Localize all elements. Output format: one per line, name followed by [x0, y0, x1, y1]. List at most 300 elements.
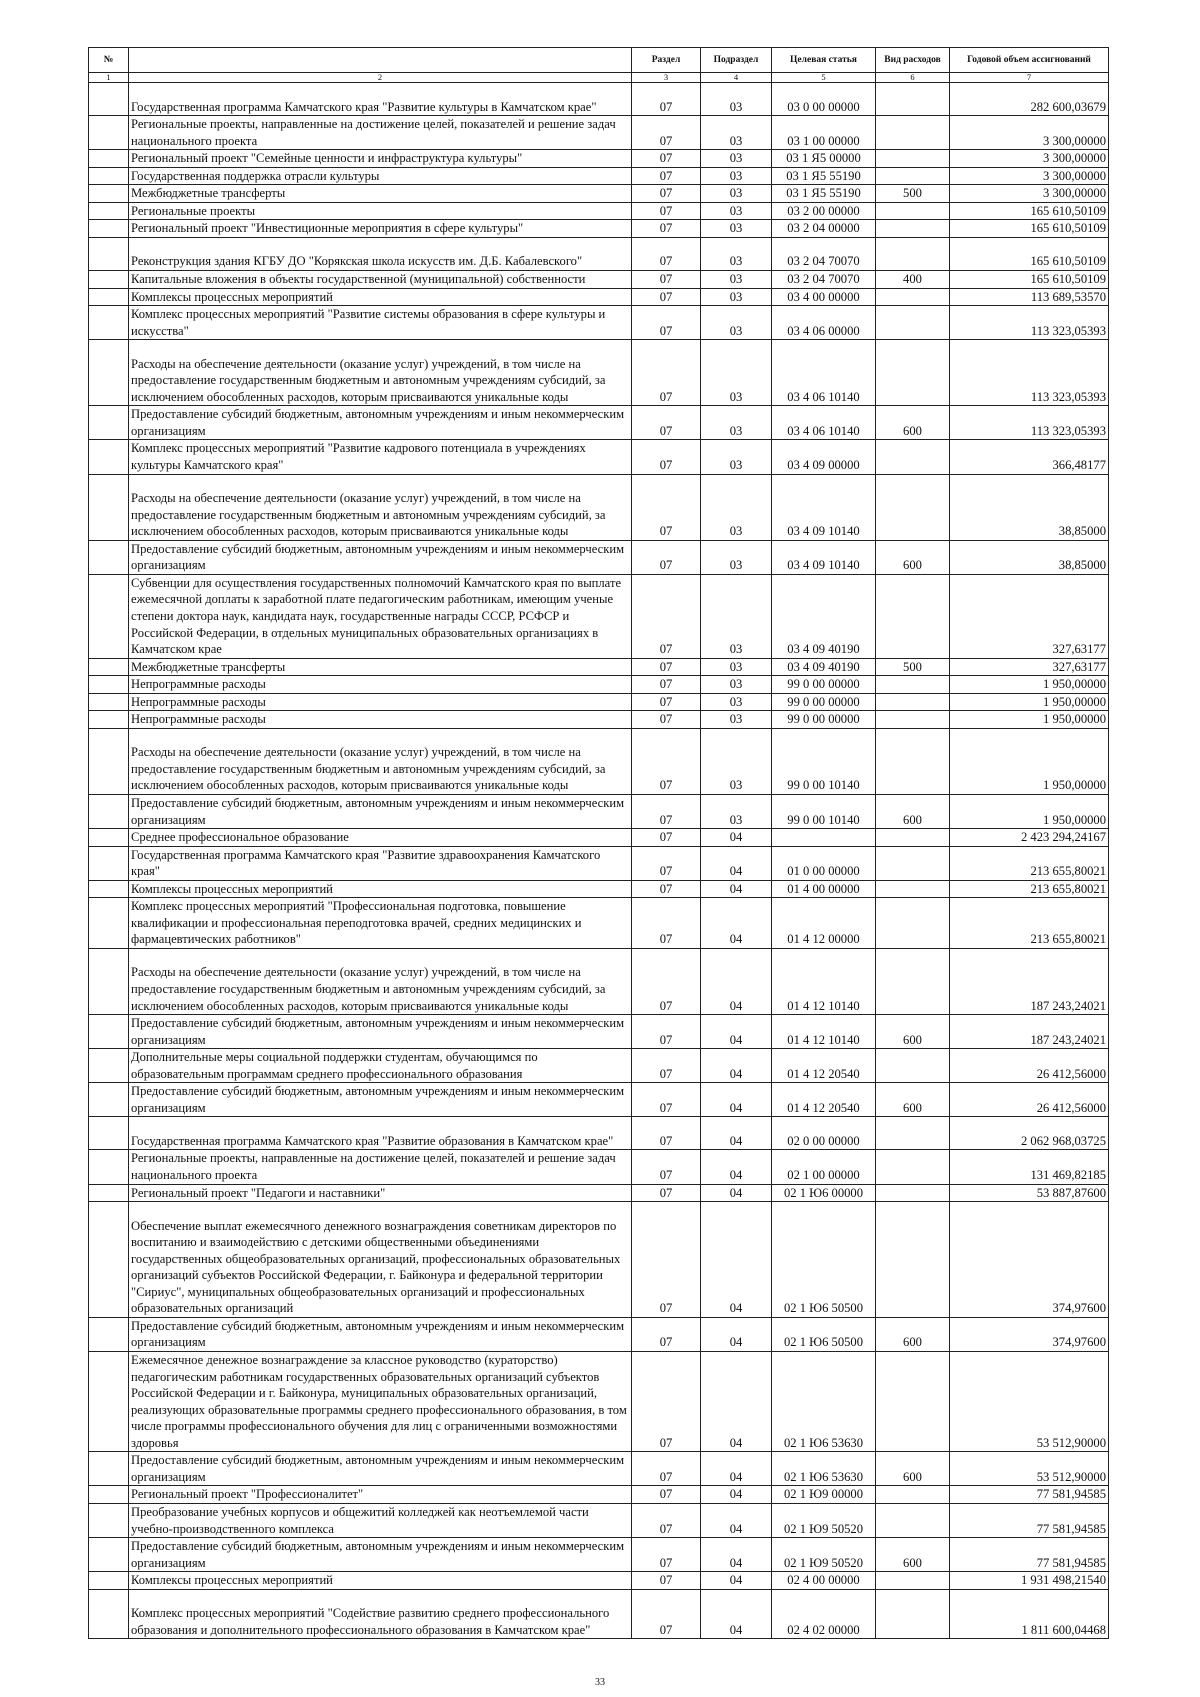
row-razdel-cell: 07 — [632, 237, 701, 270]
row-podrazdel-cell: 04 — [701, 1317, 772, 1351]
row-statya-cell: 03 1 Я5 00000 — [772, 150, 876, 168]
column-number: 7 — [950, 73, 1109, 83]
row-vid-cell — [876, 898, 950, 949]
row-vid-cell — [876, 440, 950, 474]
row-razdel-cell: 07 — [632, 474, 701, 540]
row-razdel-cell: 07 — [632, 1317, 701, 1351]
row-statya-cell: 01 4 12 10140 — [772, 1015, 876, 1049]
row-podrazdel-cell: 04 — [701, 1452, 772, 1486]
row-amount-cell: 1 931 498,21540 — [950, 1572, 1109, 1590]
row-number-cell — [89, 1184, 129, 1202]
row-name-cell: Предоставление субсидий бюджетным, автономным учреждениям и иным некоммерческим организациям — [129, 1083, 632, 1117]
row-vid-cell — [876, 202, 950, 220]
row-name-cell: Предоставление субсидий бюджетным, автономным учреждениям и иным некоммерческим организациям — [129, 540, 632, 574]
row-name-cell: Комплексы процессных мероприятий — [129, 1572, 632, 1590]
row-vid-cell — [876, 1572, 950, 1590]
row-number-cell — [89, 574, 129, 658]
row-number-cell — [89, 116, 129, 150]
row-razdel-cell: 07 — [632, 846, 701, 880]
row-name-cell: Государственная программа Камчатского края "Развитие образования в Камчатском крае" — [129, 1117, 632, 1150]
row-name-cell: Ежемесячное денежное вознаграждение за классное руководство (кураторство) педагогическим работникам государственных образовательных организаций субъектов Российской Федерации и г. Байконура, муниципальных образовательных организаций, реализующих образовательные программы среднего профессионального образования, в том числе программы профессионального обучения для лиц с ограниченными возможностями здоровья — [129, 1352, 632, 1452]
row-podrazdel-cell: 03 — [701, 83, 772, 116]
row-amount-cell: 26 412,56000 — [950, 1083, 1109, 1117]
row-statya-cell: 02 1 Ю6 00000 — [772, 1184, 876, 1202]
row-number-cell — [89, 1503, 129, 1537]
row-statya-cell: 02 1 Ю6 50500 — [772, 1202, 876, 1318]
row-podrazdel-cell: 04 — [701, 1117, 772, 1150]
row-amount-cell: 3 300,00000 — [950, 185, 1109, 203]
row-number-cell — [89, 271, 129, 289]
row-podrazdel-cell: 03 — [701, 406, 772, 440]
row-name-cell: Расходы на обеспечение деятельности (оказание услуг) учреждений, в том числе на предоставление государственным бюджетным и автономным учреждениям субсидий, за исключением обособленных расходов, которым присваиваются уникальные коды — [129, 728, 632, 794]
row-number-cell — [89, 150, 129, 168]
row-vid-cell — [876, 948, 950, 1014]
row-name-cell: Межбюджетные трансферты — [129, 658, 632, 676]
row-amount-cell: 77 581,94585 — [950, 1538, 1109, 1572]
row-statya-cell: 03 0 00 00000 — [772, 83, 876, 116]
row-podrazdel-cell: 03 — [701, 202, 772, 220]
row-razdel-cell: 07 — [632, 880, 701, 898]
table-row — [89, 898, 1109, 949]
row-number-cell — [89, 440, 129, 474]
table-row — [89, 167, 1109, 185]
row-podrazdel-cell: 04 — [701, 1202, 772, 1318]
row-podrazdel-cell: 04 — [701, 1572, 772, 1590]
row-amount-cell: 213 655,80021 — [950, 898, 1109, 949]
row-vid-cell — [876, 880, 950, 898]
row-podrazdel-cell: 04 — [701, 1538, 772, 1572]
row-number-cell — [89, 1538, 129, 1572]
row-number-cell — [89, 340, 129, 406]
row-amount-cell: 113 323,05393 — [950, 306, 1109, 340]
row-vid-cell — [876, 1352, 950, 1452]
row-number-cell — [89, 846, 129, 880]
row-razdel-cell: 07 — [632, 1150, 701, 1184]
row-vid-cell — [876, 474, 950, 540]
header-row — [89, 48, 1109, 73]
row-razdel-cell: 07 — [632, 948, 701, 1014]
row-number-cell — [89, 880, 129, 898]
header-podrazdel: Подраздел — [701, 48, 772, 73]
row-name-cell: Непрограммные расходы — [129, 676, 632, 694]
row-amount-cell: 38,85000 — [950, 474, 1109, 540]
row-razdel-cell: 07 — [632, 83, 701, 116]
row-podrazdel-cell: 04 — [701, 1589, 772, 1639]
row-razdel-cell: 07 — [632, 440, 701, 474]
row-razdel-cell: 07 — [632, 1452, 701, 1486]
row-vid-cell — [876, 150, 950, 168]
row-vid-cell: 600 — [876, 406, 950, 440]
table-row — [89, 540, 1109, 574]
row-statya-cell: 03 4 06 10140 — [772, 340, 876, 406]
row-name-cell: Предоставление субсидий бюджетным, автономным учреждениям и иным некоммерческим организациям — [129, 1538, 632, 1572]
column-number: 1 — [89, 73, 129, 83]
row-vid-cell — [876, 676, 950, 694]
row-vid-cell: 600 — [876, 1083, 950, 1117]
row-number-cell — [89, 202, 129, 220]
row-statya-cell: 02 4 00 00000 — [772, 1572, 876, 1590]
row-number-cell — [89, 711, 129, 729]
row-amount-cell: 131 469,82185 — [950, 1150, 1109, 1184]
row-podrazdel-cell: 03 — [701, 340, 772, 406]
table-row — [89, 83, 1109, 116]
row-statya-cell: 03 2 04 70070 — [772, 271, 876, 289]
row-statya-cell: 01 4 12 20540 — [772, 1083, 876, 1117]
row-statya-cell: 03 4 06 00000 — [772, 306, 876, 340]
table-row — [89, 1452, 1109, 1486]
row-podrazdel-cell: 04 — [701, 948, 772, 1014]
row-name-cell: Комплекс процессных мероприятий "Содействие развитию среднего профессионального образования и дополнительного профессионального образования в Камчатском крае" — [129, 1589, 632, 1639]
row-vid-cell — [876, 1589, 950, 1639]
row-number-cell — [89, 1572, 129, 1590]
row-amount-cell: 53 512,90000 — [950, 1452, 1109, 1486]
row-vid-cell: 600 — [876, 1538, 950, 1572]
row-vid-cell — [876, 1150, 950, 1184]
table-row — [89, 574, 1109, 658]
row-podrazdel-cell: 03 — [701, 794, 772, 828]
row-podrazdel-cell: 04 — [701, 898, 772, 949]
column-number: 5 — [772, 73, 876, 83]
row-amount-cell: 327,63177 — [950, 658, 1109, 676]
row-razdel-cell: 07 — [632, 1589, 701, 1639]
row-podrazdel-cell: 03 — [701, 185, 772, 203]
row-name-cell: Комплекс процессных мероприятий "Развитие системы образования в сфере культуры и искусства" — [129, 306, 632, 340]
row-razdel-cell: 07 — [632, 1538, 701, 1572]
row-name-cell: Комплекс процессных мероприятий "Профессиональная подготовка, повышение квалификации и профессиональная переподготовка врачей, средних медицинских и фармацевтических работников" — [129, 898, 632, 949]
row-podrazdel-cell: 04 — [701, 1083, 772, 1117]
row-vid-cell — [876, 574, 950, 658]
header-amount: Годовой объем ассигнований — [950, 48, 1109, 73]
row-amount-cell: 1 950,00000 — [950, 711, 1109, 729]
row-amount-cell: 213 655,80021 — [950, 880, 1109, 898]
table-row — [89, 693, 1109, 711]
row-statya-cell: 03 2 04 70070 — [772, 237, 876, 270]
row-amount-cell: 187 243,24021 — [950, 1015, 1109, 1049]
header-number: № — [89, 48, 129, 73]
row-name-cell: Среднее профессиональное образование — [129, 829, 632, 847]
header-statya: Целевая статья — [772, 48, 876, 73]
row-vid-cell — [876, 340, 950, 406]
row-statya-cell: 02 1 Ю6 53630 — [772, 1452, 876, 1486]
row-amount-cell: 3 300,00000 — [950, 150, 1109, 168]
table-row — [89, 728, 1109, 794]
row-podrazdel-cell: 04 — [701, 1503, 772, 1537]
row-statya-cell: 02 1 Ю6 50500 — [772, 1317, 876, 1351]
row-vid-cell — [876, 83, 950, 116]
table-row — [89, 1352, 1109, 1452]
row-razdel-cell: 07 — [632, 1572, 701, 1590]
row-razdel-cell: 07 — [632, 658, 701, 676]
row-vid-cell — [876, 846, 950, 880]
row-podrazdel-cell: 03 — [701, 237, 772, 270]
table-row — [89, 185, 1109, 203]
row-amount-cell: 77 581,94585 — [950, 1503, 1109, 1537]
table-row — [89, 1184, 1109, 1202]
row-razdel-cell: 07 — [632, 288, 701, 306]
row-name-cell: Непрограммные расходы — [129, 693, 632, 711]
row-number-cell — [89, 1352, 129, 1452]
row-statya-cell: 03 4 06 10140 — [772, 406, 876, 440]
row-razdel-cell: 07 — [632, 693, 701, 711]
row-statya-cell: 99 0 00 00000 — [772, 676, 876, 694]
row-razdel-cell: 07 — [632, 1503, 701, 1537]
row-statya-cell: 03 2 04 00000 — [772, 220, 876, 238]
row-vid-cell — [876, 1202, 950, 1318]
row-podrazdel-cell: 03 — [701, 220, 772, 238]
row-podrazdel-cell: 04 — [701, 1486, 772, 1504]
row-number-cell — [89, 220, 129, 238]
row-amount-cell: 2 423 294,24167 — [950, 829, 1109, 847]
table-row — [89, 676, 1109, 694]
row-vid-cell: 400 — [876, 271, 950, 289]
row-vid-cell — [876, 288, 950, 306]
table-row — [89, 1015, 1109, 1049]
row-razdel-cell: 07 — [632, 167, 701, 185]
row-number-cell — [89, 185, 129, 203]
table-row — [89, 1317, 1109, 1351]
row-vid-cell: 600 — [876, 1317, 950, 1351]
row-vid-cell: 600 — [876, 1015, 950, 1049]
row-name-cell: Региональный проект "Инвестиционные мероприятия в сфере культуры" — [129, 220, 632, 238]
row-vid-cell — [876, 1117, 950, 1150]
row-name-cell: Комплексы процессных мероприятий — [129, 880, 632, 898]
row-amount-cell: 113 689,53570 — [950, 288, 1109, 306]
row-name-cell: Региональный проект "Семейные ценности и инфраструктура культуры" — [129, 150, 632, 168]
row-number-cell — [89, 829, 129, 847]
row-name-cell: Комплексы процессных мероприятий — [129, 288, 632, 306]
row-statya-cell: 99 0 00 10140 — [772, 728, 876, 794]
row-number-cell — [89, 1589, 129, 1639]
table-row — [89, 1538, 1109, 1572]
row-amount-cell: 113 323,05393 — [950, 340, 1109, 406]
table-row — [89, 1486, 1109, 1504]
row-podrazdel-cell: 03 — [701, 440, 772, 474]
row-razdel-cell: 07 — [632, 1202, 701, 1318]
row-number-cell — [89, 676, 129, 694]
table-row — [89, 1117, 1109, 1150]
row-podrazdel-cell: 03 — [701, 693, 772, 711]
row-vid-cell — [876, 220, 950, 238]
row-podrazdel-cell: 03 — [701, 271, 772, 289]
row-name-cell: Предоставление субсидий бюджетным, автономным учреждениям и иным некоммерческим организациям — [129, 1317, 632, 1351]
row-name-cell: Предоставление субсидий бюджетным, автономным учреждениям и иным некоммерческим организациям — [129, 794, 632, 828]
row-podrazdel-cell: 04 — [701, 846, 772, 880]
row-name-cell: Предоставление субсидий бюджетным, автономным учреждениям и иным некоммерческим организациям — [129, 1015, 632, 1049]
row-amount-cell: 2 062 968,03725 — [950, 1117, 1109, 1150]
row-amount-cell: 1 811 600,04468 — [950, 1589, 1109, 1639]
row-razdel-cell: 07 — [632, 540, 701, 574]
table-row — [89, 288, 1109, 306]
page-number: 33 — [595, 1677, 605, 1688]
table-row — [89, 271, 1109, 289]
row-number-cell — [89, 237, 129, 270]
row-razdel-cell: 07 — [632, 728, 701, 794]
row-number-cell — [89, 948, 129, 1014]
table-row — [89, 1083, 1109, 1117]
row-name-cell: Региональные проекты — [129, 202, 632, 220]
row-name-cell: Расходы на обеспечение деятельности (оказание услуг) учреждений, в том числе на предоставление государственным бюджетным и автономным учреждениям субсидий, за исключением обособленных расходов, которым присваиваются уникальные коды — [129, 474, 632, 540]
row-vid-cell — [876, 1049, 950, 1083]
column-number-row — [89, 73, 1109, 83]
row-razdel-cell: 07 — [632, 1184, 701, 1202]
row-podrazdel-cell: 04 — [701, 1150, 772, 1184]
table-row — [89, 948, 1109, 1014]
row-razdel-cell: 07 — [632, 202, 701, 220]
table-row — [89, 880, 1109, 898]
row-statya-cell: 03 1 Я5 55190 — [772, 185, 876, 203]
row-statya-cell — [772, 829, 876, 847]
row-name-cell: Предоставление субсидий бюджетным, автономным учреждениям и иным некоммерческим организациям — [129, 406, 632, 440]
row-number-cell — [89, 1083, 129, 1117]
row-razdel-cell: 07 — [632, 898, 701, 949]
table-row — [89, 1049, 1109, 1083]
row-vid-cell — [876, 167, 950, 185]
row-podrazdel-cell: 03 — [701, 167, 772, 185]
row-name-cell: Преобразование учебных корпусов и общежитий колледжей как неотъемлемой части учебно-производственного комплекса — [129, 1503, 632, 1537]
row-number-cell — [89, 288, 129, 306]
row-statya-cell: 03 1 00 00000 — [772, 116, 876, 150]
row-razdel-cell: 07 — [632, 340, 701, 406]
row-amount-cell: 1 950,00000 — [950, 794, 1109, 828]
row-amount-cell: 53 512,90000 — [950, 1352, 1109, 1452]
row-number-cell — [89, 167, 129, 185]
row-podrazdel-cell: 03 — [701, 540, 772, 574]
table-row — [89, 306, 1109, 340]
row-name-cell: Региональный проект "Профессионалитет" — [129, 1486, 632, 1504]
row-number-cell — [89, 540, 129, 574]
table-row — [89, 406, 1109, 440]
row-amount-cell: 213 655,80021 — [950, 846, 1109, 880]
row-vid-cell: 500 — [876, 185, 950, 203]
row-name-cell: Дополнительные меры социальной поддержки студентам, обучающимся по образовательным программам среднего профессионального образования — [129, 1049, 632, 1083]
row-statya-cell: 03 4 09 10140 — [772, 540, 876, 574]
row-podrazdel-cell: 04 — [701, 1049, 772, 1083]
row-number-cell — [89, 693, 129, 711]
row-name-cell: Субвенции для осуществления государственных полномочий Камчатского края по выплате ежемесячной доплаты к заработной плате педагогическим работникам, имеющим ученые степени доктора наук, кандидата наук, государственные награды СССР, РСФСР и Российской Федерации, в отдельных муниципальных образовательных организациях в Камчатском крае — [129, 574, 632, 658]
table-row — [89, 237, 1109, 270]
row-amount-cell: 38,85000 — [950, 540, 1109, 574]
row-amount-cell: 374,97600 — [950, 1317, 1109, 1351]
table-row — [89, 1589, 1109, 1639]
row-amount-cell: 113 323,05393 — [950, 406, 1109, 440]
row-statya-cell: 03 2 00 00000 — [772, 202, 876, 220]
row-podrazdel-cell: 03 — [701, 574, 772, 658]
row-number-cell — [89, 1049, 129, 1083]
row-statya-cell: 02 1 Ю9 50520 — [772, 1538, 876, 1572]
table-row — [89, 1503, 1109, 1537]
row-razdel-cell: 07 — [632, 306, 701, 340]
row-podrazdel-cell: 03 — [701, 658, 772, 676]
row-amount-cell: 366,48177 — [950, 440, 1109, 474]
row-name-cell: Государственная программа Камчатского края "Развитие здравоохранения Камчатского края" — [129, 846, 632, 880]
row-vid-cell — [876, 693, 950, 711]
table-row — [89, 794, 1109, 828]
row-razdel-cell: 07 — [632, 1486, 701, 1504]
row-vid-cell — [876, 1503, 950, 1537]
row-podrazdel-cell: 04 — [701, 1184, 772, 1202]
row-podrazdel-cell: 03 — [701, 711, 772, 729]
row-number-cell — [89, 1117, 129, 1150]
table-row — [89, 150, 1109, 168]
row-number-cell — [89, 1150, 129, 1184]
row-number-cell — [89, 728, 129, 794]
column-number: 3 — [632, 73, 701, 83]
row-name-cell: Региональные проекты, направленные на достижение целей, показателей и решение задач национального проекта — [129, 116, 632, 150]
row-razdel-cell: 07 — [632, 271, 701, 289]
row-amount-cell: 165 610,50109 — [950, 202, 1109, 220]
row-name-cell: Капитальные вложения в объекты государственной (муниципальной) собственности — [129, 271, 632, 289]
row-number-cell — [89, 1317, 129, 1351]
row-podrazdel-cell: 03 — [701, 116, 772, 150]
row-name-cell: Региональный проект "Педагоги и наставники" — [129, 1184, 632, 1202]
row-amount-cell: 3 300,00000 — [950, 167, 1109, 185]
row-statya-cell: 99 0 00 00000 — [772, 693, 876, 711]
row-razdel-cell: 07 — [632, 1083, 701, 1117]
row-amount-cell: 374,97600 — [950, 1202, 1109, 1318]
row-vid-cell — [876, 306, 950, 340]
row-vid-cell — [876, 116, 950, 150]
row-number-cell — [89, 306, 129, 340]
row-statya-cell: 01 4 12 10140 — [772, 948, 876, 1014]
row-amount-cell: 327,63177 — [950, 574, 1109, 658]
row-razdel-cell: 07 — [632, 574, 701, 658]
table-row — [89, 846, 1109, 880]
row-name-cell: Комплекс процессных мероприятий "Развитие кадрового потенциала в учреждениях культуры Камчатского края" — [129, 440, 632, 474]
row-vid-cell: 500 — [876, 658, 950, 676]
row-number-cell — [89, 1452, 129, 1486]
row-razdel-cell: 07 — [632, 406, 701, 440]
row-number-cell — [89, 406, 129, 440]
table-row — [89, 474, 1109, 540]
row-statya-cell: 03 4 09 40190 — [772, 658, 876, 676]
row-name-cell: Обеспечение выплат ежемесячного денежного вознаграждения советникам директоров по воспитанию и взаимодействию с детскими общественными объединениями государственных общеобразовательных организаций, профессиональных образовательных организаций субъектов Российской Федерации, г. Байконура и федеральной территории "Сириус", муниципальных общеобразовательных организаций и профессиональных образовательных организаций — [129, 1202, 632, 1318]
header-name — [129, 48, 632, 73]
row-amount-cell: 187 243,24021 — [950, 948, 1109, 1014]
row-vid-cell — [876, 728, 950, 794]
row-vid-cell — [876, 711, 950, 729]
column-number: 2 — [129, 73, 632, 83]
row-statya-cell: 02 0 00 00000 — [772, 1117, 876, 1150]
row-amount-cell: 77 581,94585 — [950, 1486, 1109, 1504]
column-number: 6 — [876, 73, 950, 83]
row-number-cell — [89, 1015, 129, 1049]
row-statya-cell: 03 4 09 00000 — [772, 440, 876, 474]
row-statya-cell: 01 4 00 00000 — [772, 880, 876, 898]
table-row — [89, 440, 1109, 474]
row-amount-cell: 1 950,00000 — [950, 693, 1109, 711]
row-razdel-cell: 07 — [632, 711, 701, 729]
table-row — [89, 1202, 1109, 1318]
row-statya-cell: 01 0 00 00000 — [772, 846, 876, 880]
row-razdel-cell: 07 — [632, 116, 701, 150]
row-statya-cell: 03 4 09 10140 — [772, 474, 876, 540]
row-vid-cell — [876, 237, 950, 270]
row-amount-cell: 165 610,50109 — [950, 220, 1109, 238]
row-statya-cell: 02 1 Ю6 53630 — [772, 1352, 876, 1452]
row-name-cell: Предоставление субсидий бюджетным, автономным учреждениям и иным некоммерческим организациям — [129, 1452, 632, 1486]
row-podrazdel-cell: 03 — [701, 288, 772, 306]
row-statya-cell: 02 1 00 00000 — [772, 1150, 876, 1184]
row-podrazdel-cell: 03 — [701, 150, 772, 168]
row-number-cell — [89, 658, 129, 676]
row-podrazdel-cell: 03 — [701, 728, 772, 794]
row-number-cell — [89, 1486, 129, 1504]
row-vid-cell — [876, 829, 950, 847]
row-vid-cell: 600 — [876, 1452, 950, 1486]
row-statya-cell: 99 0 00 00000 — [772, 711, 876, 729]
row-vid-cell: 600 — [876, 540, 950, 574]
row-statya-cell: 02 4 02 00000 — [772, 1589, 876, 1639]
